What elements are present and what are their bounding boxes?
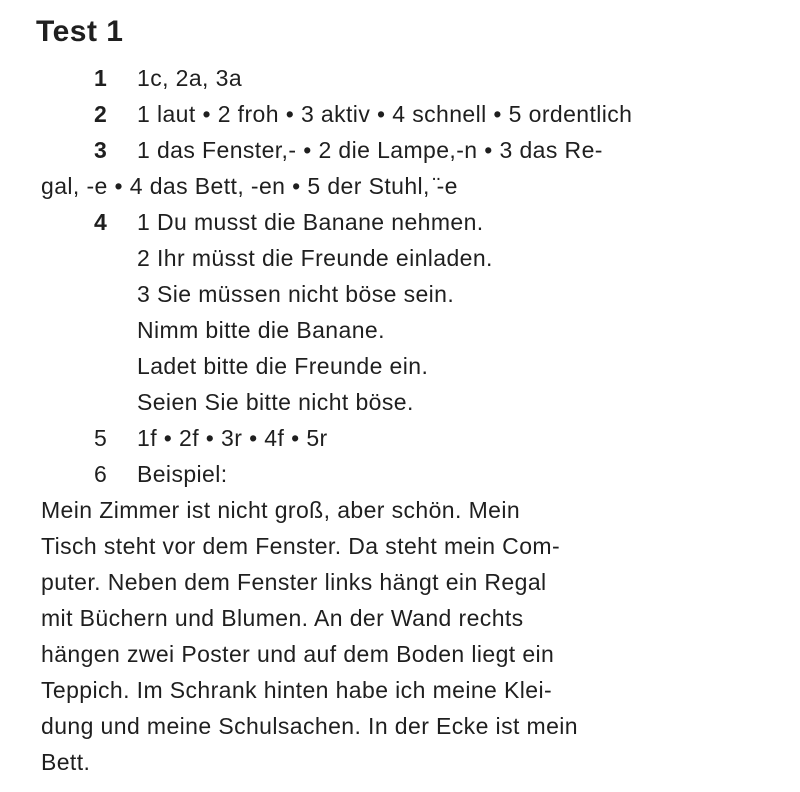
item-text-line: Seien Sie bitte nicht böse. [137,389,414,415]
item-text: 1 Du musst die Banane nehmen. [137,209,484,235]
paragraph-line: Bett. [41,749,91,775]
answer-item-5 [94,420,766,456]
item-text: 1f • 2f • 3r • 4f • 5r [137,425,328,451]
item-text-line: Ladet bitte die Freunde ein. [137,353,429,379]
paragraph-line: Mein Zimmer ist nicht groß, aber schön. Mein [41,497,521,523]
item-text: 1c, 2a, 3a [137,65,243,91]
answer-item-2 [94,96,766,132]
item-text-continuation: gal, -e • 4 das Bett, -en • 5 der Stuhl, ̈-e [41,173,458,199]
paragraph-line: hängen zwei Poster und auf dem Boden liegt ein [41,641,555,667]
paragraph-line: Teppich. Im Schrank hinten habe ich meine Klei- [41,677,553,703]
item-number: 4 [94,209,108,235]
item-number: 6 [94,461,108,487]
item-text: Beispiel: [137,461,228,487]
answer-item-3 [94,132,766,168]
paragraph-line: puter. Neben dem Fenster links hängt ein Regal [41,569,547,595]
item-text-line: 2 Ihr müsst die Freunde einladen. [137,245,493,271]
example-paragraph [41,492,766,780]
item-text-line: 3 Sie müssen nicht böse sein. [137,281,455,307]
item-text: 1 laut • 2 froh • 3 aktiv • 4 schnell • 5 ordentlich [137,101,633,127]
page-title: Test 1 [36,15,124,48]
answer-list [41,60,766,780]
answer-item-4 [94,204,766,240]
paragraph-line: mit Büchern und Blumen. An der Wand rechts [41,605,524,631]
paragraph-line: dung und meine Schulsachen. In der Ecke ist mein [41,713,579,739]
answer-item-6 [94,456,766,492]
item-number: 5 [94,425,108,451]
paragraph-line: Tisch steht vor dem Fenster. Da steht mein Com- [41,533,561,559]
item-text-line: Nimm bitte die Banane. [137,317,385,343]
item-number: 2 [94,101,108,127]
item-number: 1 [94,65,108,91]
item-text: 1 das Fenster,- • 2 die Lampe,-n • 3 das Re- [137,137,603,163]
answer-item-1 [94,60,766,96]
item-number: 3 [94,137,108,163]
